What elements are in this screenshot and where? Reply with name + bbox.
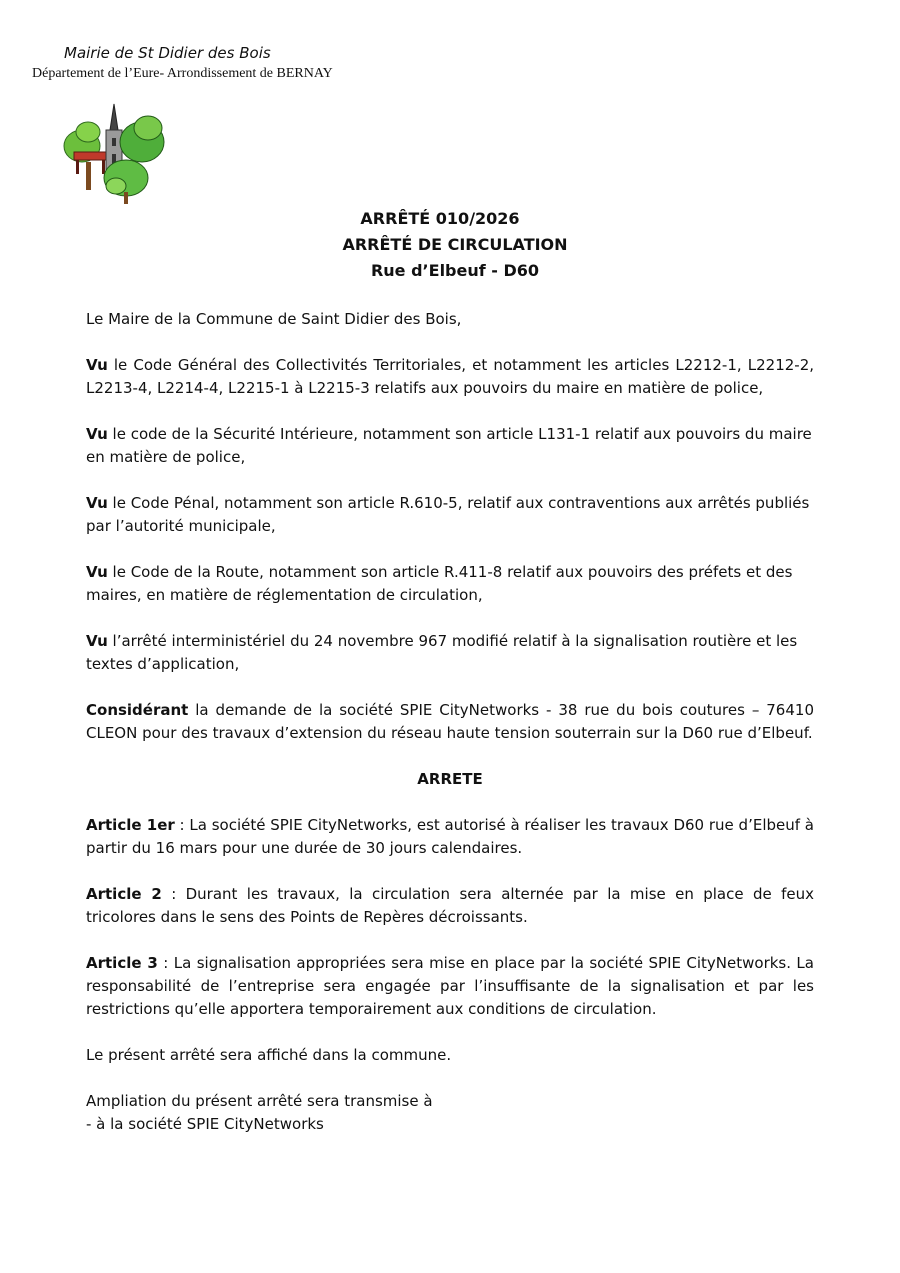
considerant-paragraph xyxy=(86,699,814,745)
vu-paragraph-2 xyxy=(86,423,814,469)
vu-text: le Code Pénal, notamment son article R.610-5, relatif aux contraventions aux arrêtés publiés par l’autorité municipale, xyxy=(86,494,810,535)
affichage-paragraph: Le présent arrêté sera affiché dans la commune. xyxy=(86,1046,452,1064)
article-1-label: Article 1er xyxy=(86,816,175,834)
vu-paragraph-4 xyxy=(86,561,814,607)
article-3-text: : La signalisation appropriées sera mise en place par la société SPIE CityNetworks. La responsabilité de l’entreprise sera engagée par l’insuffisante de la signalisation et par les restrictions qu’elle apportera temporairement aux conditions de circulation. xyxy=(86,954,814,1018)
vu-keyword: Vu xyxy=(86,356,108,374)
considerant-keyword: Considérant xyxy=(86,701,189,719)
departement-line: Département de l’Eure- Arrondissement de BERNAY xyxy=(32,66,333,81)
article-3-label: Article 3 xyxy=(86,954,158,972)
article-1-text: : La société SPIE CityNetworks, est autorisé à réaliser les travaux D60 rue d’Elbeuf à partir du 16 mars pour une durée de 30 jours calendaires. xyxy=(86,816,814,857)
vu-keyword: Vu xyxy=(86,494,108,512)
ampliation-paragraph xyxy=(86,1090,814,1136)
vu-text: le Code de la Route, notamment son article R.411-8 relatif aux pouvoirs des préfets et des maires, en matière de réglementation de circulation, xyxy=(86,563,793,604)
church-trees-logo-icon xyxy=(60,102,170,206)
arrete-type: ARRÊTÉ DE CIRCULATION xyxy=(342,235,568,254)
article-3 xyxy=(86,952,814,1021)
arrete-number: ARRÊTÉ 010/2026 xyxy=(360,209,520,228)
article-1 xyxy=(86,814,814,860)
mairie-name: Mairie de St Didier des Bois xyxy=(64,44,271,62)
vu-text: le Code Général des Collectivités Territoriales, et notamment les articles L2212-1, L2212-2, L2213-4, L2214-4, L2215-1 à L2215-3 relatifs aux pouvoirs du maire en matière de police, xyxy=(86,356,814,397)
arrete-heading xyxy=(86,768,814,791)
vu-text: le code de la Sécurité Intérieure, notamment son article L131-1 relatif aux pouvoirs du maire en matière de police, xyxy=(86,425,812,466)
arrete-heading-text: ARRETE xyxy=(417,770,483,788)
considerant-text: la demande de la société SPIE CityNetworks - 38 rue du bois coutures – 76410 CLEON pour des travaux d’extension du réseau haute tension souterrain sur la D60 rue d’Elbeuf. xyxy=(86,701,814,742)
article-2 xyxy=(86,883,814,929)
ampliation-item: - à la société SPIE CityNetworks xyxy=(86,1115,324,1133)
ampliation-text: Ampliation du présent arrêté sera transmise à xyxy=(86,1092,433,1110)
title-block xyxy=(0,206,900,284)
article-2-text: : Durant les travaux, la circulation sera alternée par la mise en place de feux tricolores dans le sens des Points de Repères décroissants. xyxy=(86,885,814,926)
vu-paragraph-5 xyxy=(86,630,814,676)
vu-keyword: Vu xyxy=(86,563,108,581)
vu-paragraph-1 xyxy=(86,354,814,400)
document-body xyxy=(86,308,814,1159)
vu-text: l’arrêté interministériel du 24 novembre 967 modifié relatif à la signalisation routière et les textes d’application, xyxy=(86,632,798,673)
vu-paragraph-3 xyxy=(86,492,814,538)
arrete-location: Rue d’Elbeuf - D60 xyxy=(370,261,540,280)
intro-paragraph: Le Maire de la Commune de Saint Didier des Bois, xyxy=(86,310,462,328)
vu-keyword: Vu xyxy=(86,632,108,650)
vu-keyword: Vu xyxy=(86,425,108,443)
article-2-label: Article 2 xyxy=(86,885,162,903)
